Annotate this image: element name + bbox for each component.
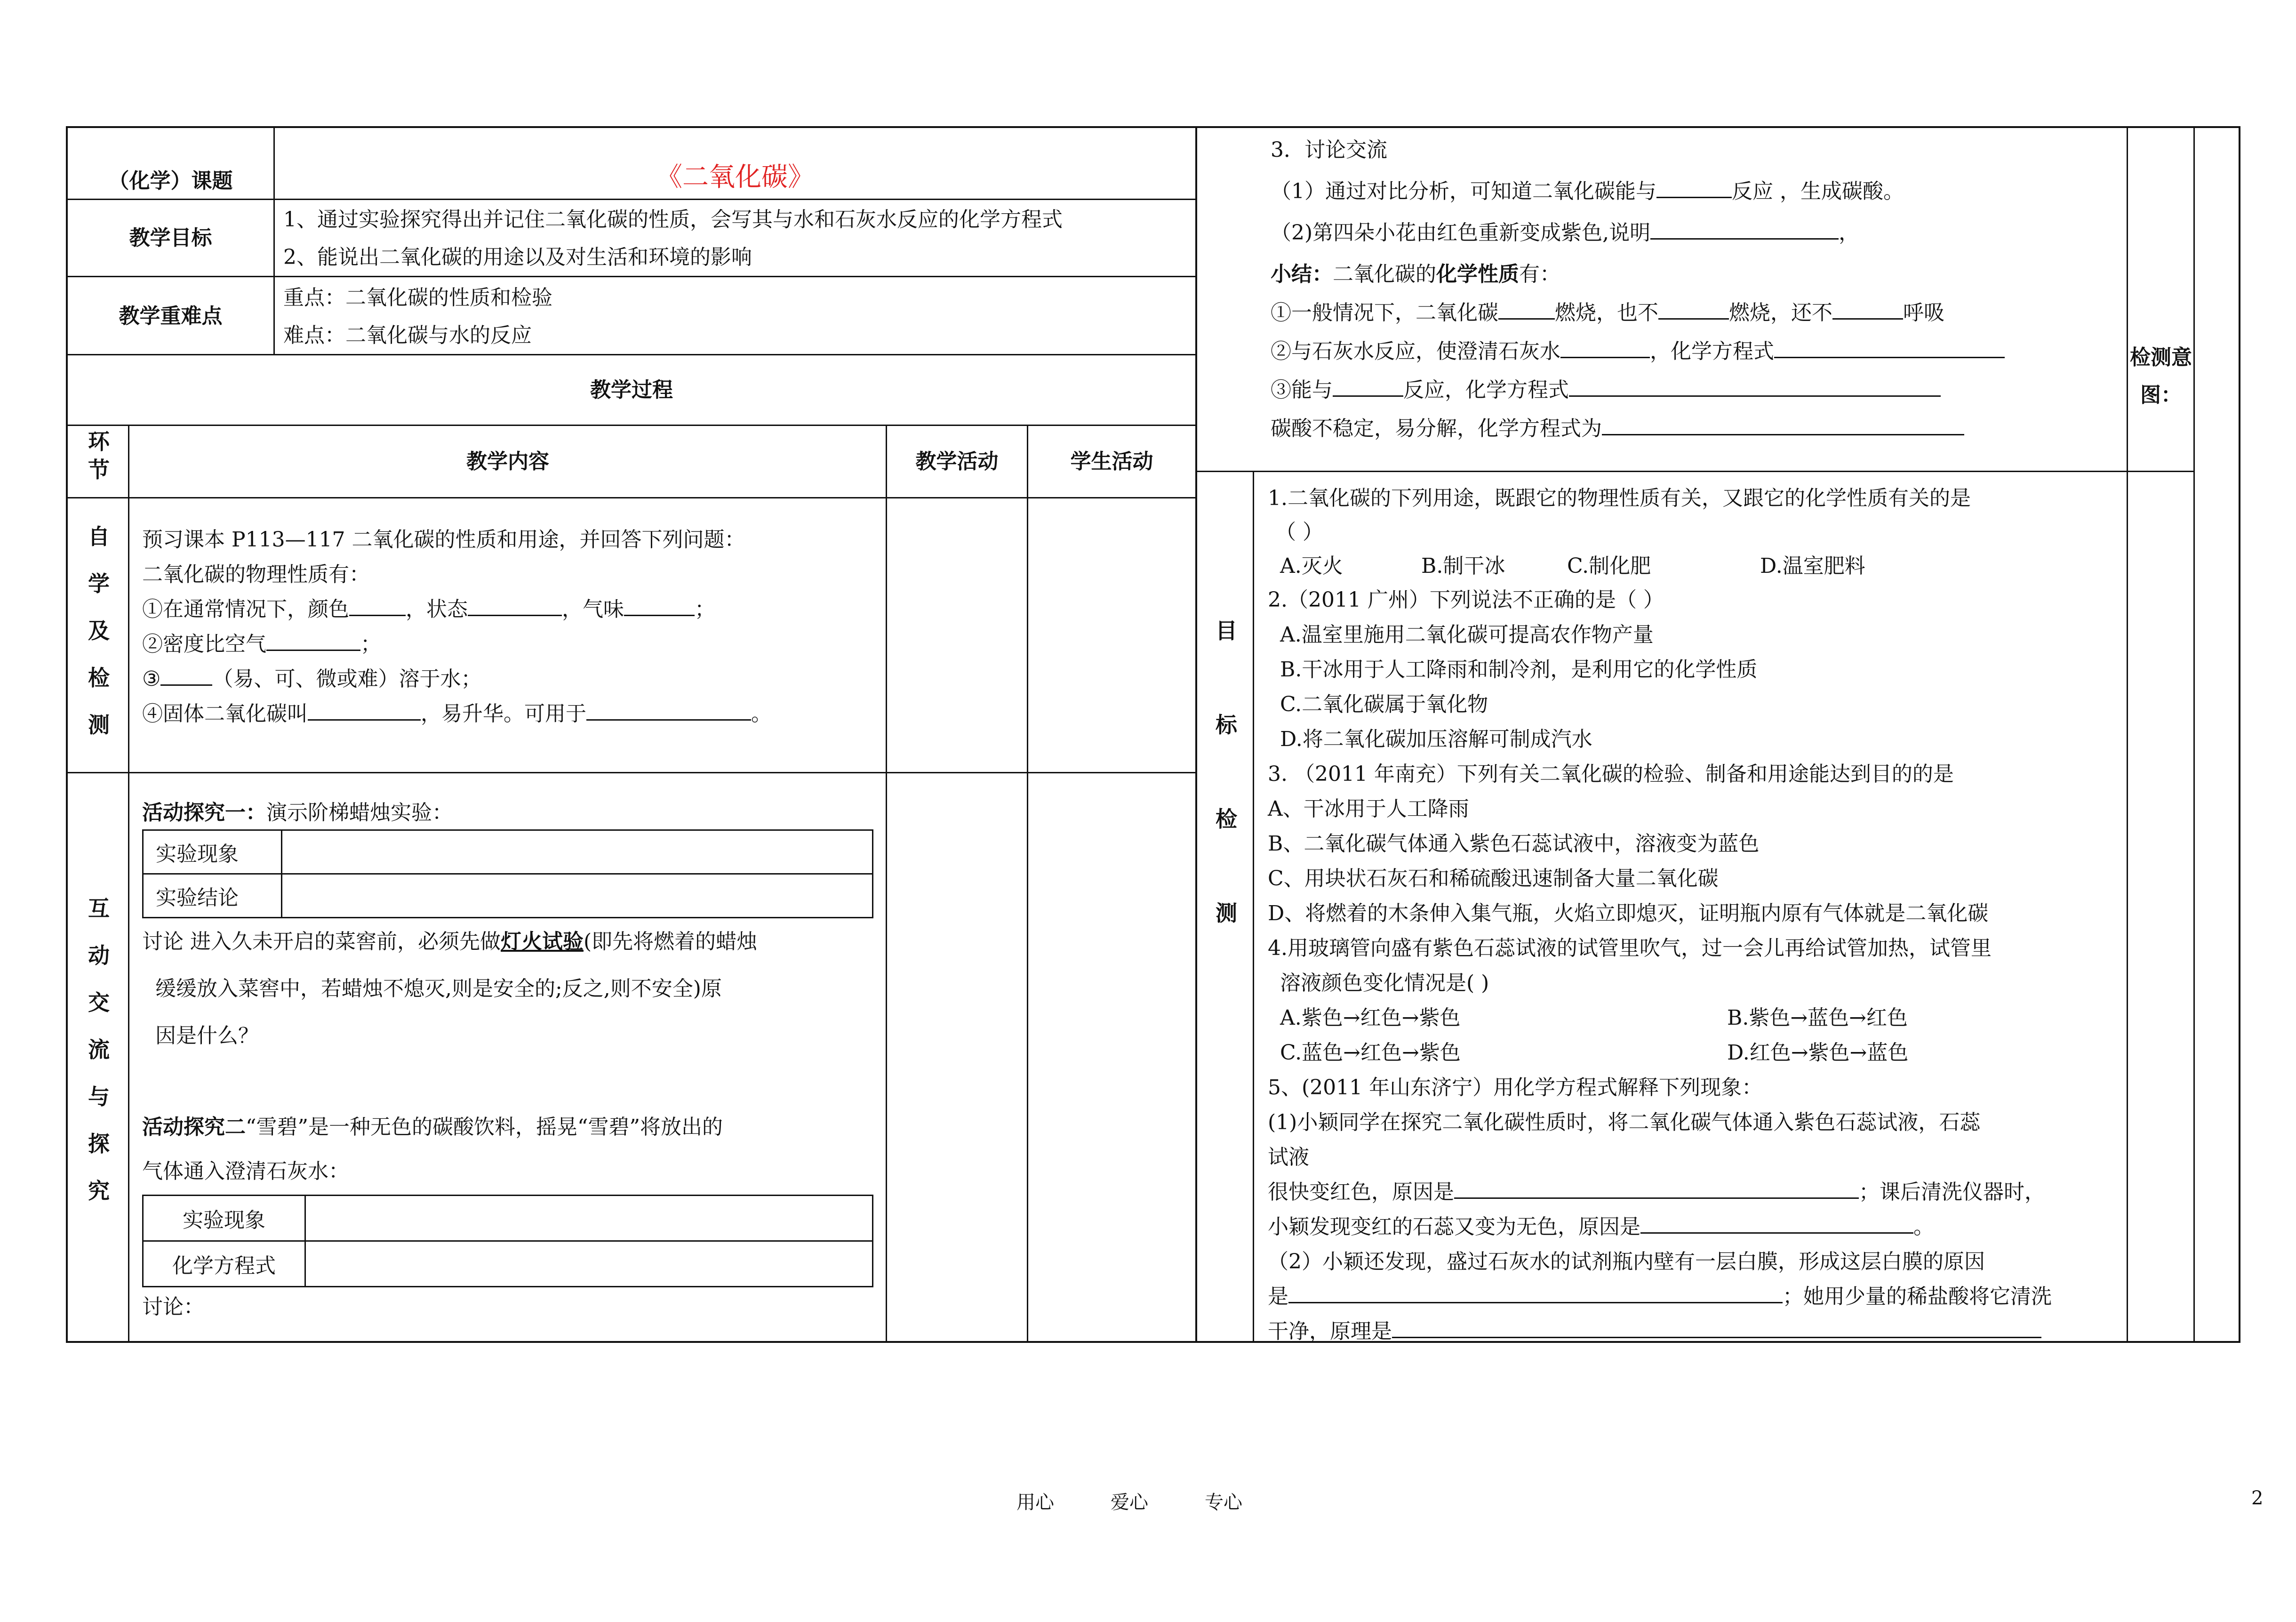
activity-1-table	[142, 829, 873, 918]
self-study-intro: 预习课本 P113—117 二氧化碳的性质和用途，并回答下列问题：	[142, 528, 745, 552]
blank-limewater-equation[interactable]	[1774, 334, 2005, 358]
blank-dry-ice-use[interactable]	[586, 697, 751, 721]
q1-option-d[interactable]: D.温室肥料	[1760, 554, 1865, 578]
blank-state[interactable]	[468, 592, 562, 616]
process-label: 教学过程	[590, 378, 673, 402]
discussion-1-line-1: 讨论 进入久未开启的菜窖前，必须先做灯火试验(即先将燃着的蜡烛	[142, 930, 758, 954]
q5-part-1-cont: 试液	[1268, 1145, 1309, 1169]
blank-color[interactable]	[349, 592, 406, 616]
q3-option-d[interactable]: D、将燃着的木条伸入集气瓶，火焰立即熄灭，证明瓶内原有气体就是二氧化碳	[1268, 901, 1989, 925]
q3-option-b[interactable]: B、二氧化碳气体通入紫色石蕊试液中，溶液变为蓝色	[1268, 832, 1760, 856]
discussion-p2: （2)第四朵小花由红色重新变成紫色,说明 ，	[1271, 216, 1859, 250]
q3-option-c[interactable]: C、用块状石灰石和稀硫酸迅速制备大量二氧化碳	[1268, 867, 1719, 891]
summary-item-1: ①一般情况下，二氧化碳 燃烧，也不 燃烧，还不 呼吸	[1271, 296, 1944, 330]
q2-option-a[interactable]: A.温室里施用二氧化碳可提高农作物产量	[1280, 623, 1654, 647]
q2-option-c[interactable]: C.二氧化碳属于氧化物	[1280, 692, 1488, 716]
blank-water-equation[interactable]	[1569, 373, 1941, 397]
blank-burn[interactable]	[1498, 296, 1555, 320]
discussion-title: 3．讨论交流	[1271, 138, 1387, 162]
activity-2-table	[142, 1195, 873, 1287]
activity-2-line-2: 气体通入澄清石灰水：	[142, 1159, 349, 1183]
q4-text: 4.用玻璃管向盛有紫色石蕊试液的试管里吹气，过一会儿再给试管加热，试管里	[1268, 936, 1992, 960]
footer-word-1: 用心	[1016, 1492, 1054, 1513]
row-equation-label: 化学方程式	[143, 1241, 305, 1287]
activity-2-heading: 活动探究二“雪碧”是一种无色的碳酸饮料，摇晃“雪碧”将放出的	[142, 1115, 723, 1139]
q4-option-c[interactable]: C.蓝色→红色→紫色	[1280, 1041, 1461, 1065]
page-number: 2	[2251, 1487, 2264, 1509]
q5-part-1-line-2: 小颖发现变红的石蕊又变为无色，原因是 。	[1268, 1210, 1934, 1245]
q5-part-2: （2）小颖还发现，盛过石灰水的试剂瓶内壁有一层白膜，形成这层白膜的原因	[1268, 1250, 1985, 1274]
cell-phenomenon[interactable]	[282, 830, 873, 874]
q4-option-b[interactable]: B.紫色→蓝色→红色	[1727, 1006, 1908, 1030]
q5-part-2-line-1: 是 ；她用少量的稀盐酸将它清洗	[1268, 1279, 2052, 1314]
blank-clean-principle[interactable]	[1392, 1314, 2041, 1338]
goal-2: 2、能说出二氧化碳的用途以及对生活和环境的影响	[283, 245, 752, 269]
col-teacher-header: 教学活动	[915, 450, 999, 474]
q3-text: 3. （2011 年南充）下列有关二氧化碳的检验、制备和用途能达到目的的是	[1268, 762, 1954, 786]
activity-1-heading: 活动探究一：演示阶梯蜡烛实验：	[142, 801, 453, 825]
cell-phenomenon2[interactable]	[305, 1196, 873, 1241]
footer-word-2: 爱心	[1111, 1492, 1148, 1513]
blank-colorless-reason[interactable]	[1640, 1210, 1913, 1234]
blank-support-burn[interactable]	[1658, 296, 1729, 320]
key-label: 教学重难点	[119, 304, 223, 328]
subject-label: （化学）课题	[108, 169, 233, 193]
q1-option-a[interactable]: A.灭火	[1280, 554, 1343, 578]
discussion-1-line-2: 缓缓放入菜窖中，若蜡烛不熄灭,则是安全的;反之,则不安全)原	[155, 977, 722, 1001]
question-dry-ice: ④固体二氧化碳叫 ，易升华。可用于 。	[142, 697, 772, 731]
q5-part-2-line-2: 干净，原理是	[1268, 1314, 2041, 1349]
q1-option-c[interactable]: C.制化肥	[1567, 554, 1651, 578]
row-phenomenon-label: 实验现象	[143, 830, 282, 874]
q5-part-1-line-1: 很快变红色，原因是 ；课后清洗仪器时，	[1268, 1175, 2045, 1210]
cell-equation[interactable]	[305, 1241, 873, 1287]
summary-item-2: ②与石灰水反应，使澄清石灰水 ，化学方程式	[1271, 334, 2005, 369]
discussion-end: 讨论：	[142, 1295, 204, 1319]
q5-text: 5、(2011 年山东济宁）用化学方程式解释下列现象：	[1268, 1076, 1763, 1100]
row-phenomenon2-label: 实验现象	[143, 1196, 305, 1241]
blank-explain[interactable]	[1650, 216, 1839, 240]
discussion-p1: （1）通过对比分析，可知道二氧化碳能与 反应 ，生成碳酸。	[1271, 174, 1904, 209]
q4-option-d[interactable]: D.红色→紫色→蓝色	[1727, 1041, 1909, 1065]
blank-red-reason[interactable]	[1454, 1175, 1859, 1199]
footer-word-3: 专心	[1205, 1492, 1242, 1513]
q4-option-a[interactable]: A.紫色→红色→紫色	[1280, 1006, 1461, 1030]
blank-react-with[interactable]	[1656, 174, 1732, 198]
q2-text: 2.（2011 广州）下列说法不正确的是（ ）	[1268, 588, 1664, 612]
question-solubility: ③ （易、可、微或难）溶于水；	[142, 662, 481, 697]
q1-text: 1.二氧化碳的下列用途，既跟它的物理性质有关，又跟它的化学性质有关的是	[1268, 486, 1971, 510]
section-interactive: 互 动 交 流 与 探 究	[88, 896, 110, 1204]
blank-solubility[interactable]	[160, 662, 212, 686]
section-target-detection: 目 标 检 测	[1216, 618, 1237, 926]
page-title: 《二氧化碳》	[656, 162, 814, 193]
summary-heading: 小结：二氧化碳的化学性质有：	[1271, 262, 1560, 286]
q4-text-2: 溶液颜色变化情况是( )	[1280, 971, 1489, 995]
row-conclusion-label: 实验结论	[143, 874, 282, 918]
detection-intent-label: 检测意 图：	[2130, 345, 2192, 407]
col-content-header: 教学内容	[466, 450, 549, 474]
blank-breath[interactable]	[1832, 296, 1903, 320]
summary-item-4: 碳酸不稳定，易分解，化学方程式为	[1271, 411, 1964, 446]
question-density: ②密度比空气 ；	[142, 627, 381, 662]
physical-properties-heading: 二氧化碳的物理性质有：	[142, 562, 370, 586]
blank-density[interactable]	[266, 627, 360, 651]
key-2: 难点：二氧化碳与水的反应	[283, 323, 532, 347]
blank-limewater-result[interactable]	[1560, 334, 1650, 358]
goal-label: 教学目标	[129, 226, 212, 250]
blank-smell[interactable]	[624, 592, 695, 616]
q2-option-b[interactable]: B.干冰用于人工降雨和制冷剂，是利用它的化学性质	[1280, 658, 1758, 682]
section-self-study: 自 学 及 检 测	[88, 524, 110, 738]
blank-react-with-2[interactable]	[1333, 373, 1403, 397]
key-1: 重点：二氧化碳的性质和检验	[283, 286, 552, 310]
question-color-state-smell: ①在通常情况下，颜色 ，状态 ，气味 ；	[142, 592, 715, 627]
cell-conclusion[interactable]	[282, 874, 873, 918]
blank-decompose-equation[interactable]	[1602, 411, 1964, 435]
q3-option-a[interactable]: A、干冰用于人工降雨	[1268, 797, 1469, 821]
q2-option-d[interactable]: D.将二氧化碳加压溶解可制成汽水	[1280, 727, 1592, 751]
q1-bracket: （ ）	[1275, 520, 1323, 544]
q1-option-b[interactable]: B.制干冰	[1421, 554, 1505, 578]
blank-film-reason[interactable]	[1288, 1279, 1783, 1303]
col-student-header: 学生活动	[1070, 450, 1153, 474]
q5-part-1: (1)小颖同学在探究二氧化碳性质时，将二氧化碳气体通入紫色石蕊试液，石蕊	[1268, 1110, 1981, 1134]
goal-1: 1、通过实验探究得出并记住二氧化碳的性质，会写其与水和石灰水反应的化学方程式	[283, 208, 1063, 232]
summary-item-3: ③能与 反应，化学方程式	[1271, 373, 1941, 408]
blank-dry-ice-name[interactable]	[308, 697, 421, 721]
col-section-header: 环节	[88, 429, 110, 482]
discussion-1-line-3: 因是什么？	[155, 1024, 259, 1048]
